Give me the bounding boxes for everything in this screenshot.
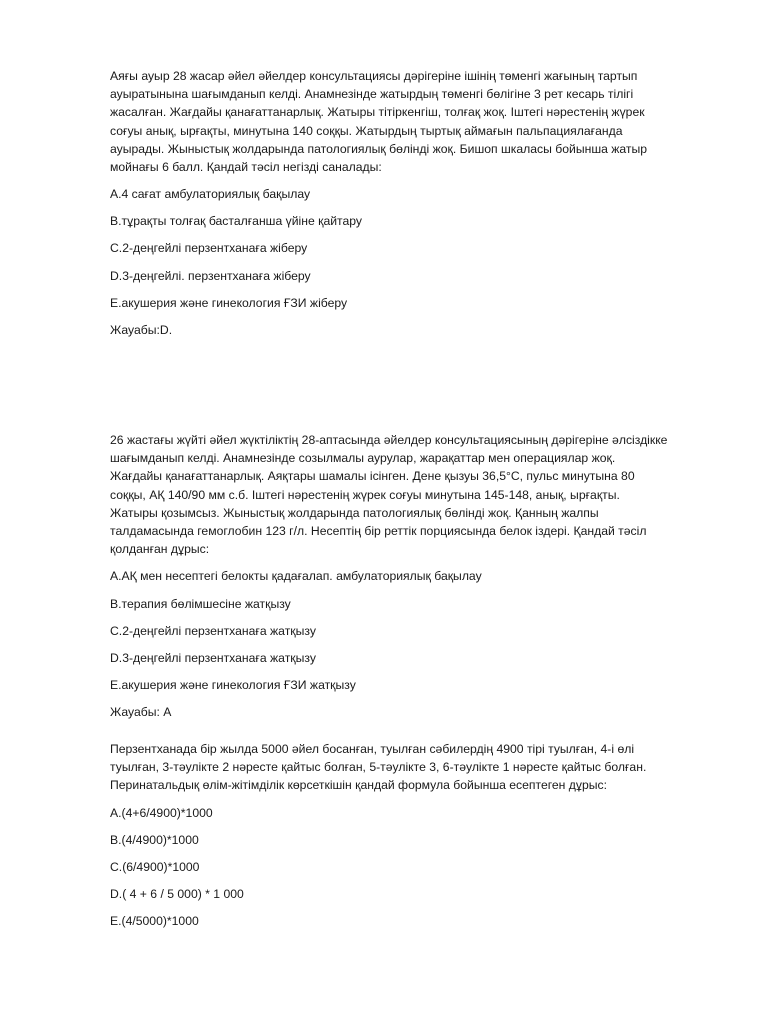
option-d: D.( 4 + 6 / 5 000) * 1 000 [110, 886, 244, 901]
option-d: D.3-деңгейлі перзентханаға жатқызу [110, 650, 316, 665]
option-a: А.АҚ мен несептегі белокты қадағалап. амбулаториялық бақылау [110, 569, 482, 584]
option-b: В.(4/4900)*1000 [110, 832, 199, 847]
answer-options [110, 185, 670, 339]
question-stem: 26 жастағы жүйті әйел жүктіліктің 28-аптасында әйелдер консультациясының дәрігеріне әлсіздікке шағымданып келді. Анамнезінде созылмалы аурулар, жарақаттар мен операциялар жоқ. Жағдайы қанағаттанарлық. Аяқтары шамалы ісінген. Дене қызуы 36,5°С, пульс минутына 80 соққы, АҚ 140/90 мм с.б. Іштегі нәрестенің жүрек соғуы минутына 145-148, анық, ырғақты. Жатыры қозымсыз. Жыныстық жолдарында патологиялық бөлінді жоқ. Қанның жалпы талдамасында гемоглобин 123 г/л. Несептің бір реттік порциясында белок іздері. Қандай тәсіл қолданған дұрыс: [110, 433, 668, 557]
question-2 [110, 431, 670, 730]
answer-options [110, 567, 670, 721]
option-c: С.2-деңгейлі перзентханаға жіберу [110, 241, 308, 256]
option-e: Е.акушерия және гинекология ҒЗИ жіберу [110, 295, 348, 310]
option-c: С.(6/4900)*1000 [110, 859, 200, 874]
option-b: В.тұрақты толғақ басталғанша үйіне қайтару [110, 214, 362, 229]
option-c: С.2-деңгейлі перзентханаға жатқызу [110, 623, 316, 638]
option-b: В.терапия бөлімшесіне жатқызу [110, 596, 291, 611]
answer-key: Жауабы: А [110, 704, 172, 719]
question-stem: Перзентханада бір жылда 5000 әйел босанған, туылған сәбилердің 4900 тірі туылған, 4-і өлі туылған, 3-тәулікте 2 нәресте қайтыс болған, 5-тәулікте 3, 6-тәулікте 1 нәресте қайтыс болған. Перинатальдық өлім-жітімділік көрсеткішін қандай формула бойынша есептеген дұрыс: [110, 742, 647, 793]
question-3 [110, 740, 670, 939]
question-1 [110, 67, 670, 348]
answer-options [110, 804, 670, 931]
option-e: Е.(4/5000)*1000 [110, 913, 199, 928]
option-e: Е.акушерия және гинекология ҒЗИ жатқызу [110, 677, 356, 692]
option-a: А.(4+6/4900)*1000 [110, 805, 213, 820]
option-d: D.3-деңгейлі. перзентханаға жіберу [110, 268, 311, 283]
question-stem: Аяғы ауыр 28 жасар әйел әйелдер консультациясы дәрігеріне ішінің төменгі жағының тартып ауыратынына шағымданып келді. Анамнезінде жатырдың төменгі бөлігіне 3 рет кесарь тілігі жасалған. Жағдайы қанағаттанарлық. Жатыры тітіркенгіш, толғақ жоқ. Іштегі нәрестенің жүрек соғуы анық, ырғақты, минутына 140 соққы. Жатырдың тыртық аймағын пальпациялағанда ауырады. Жыныстық жолдарында патологиялық бөлінді жоқ. Бишоп шкаласы бойынша жатыр мойнағы 6 балл. Қандай тәсіл негізді саналады: [110, 69, 648, 175]
option-a: А.4 сағат амбулаториялық бақылау [110, 187, 311, 202]
answer-key: Жауабы:D. [110, 322, 173, 337]
